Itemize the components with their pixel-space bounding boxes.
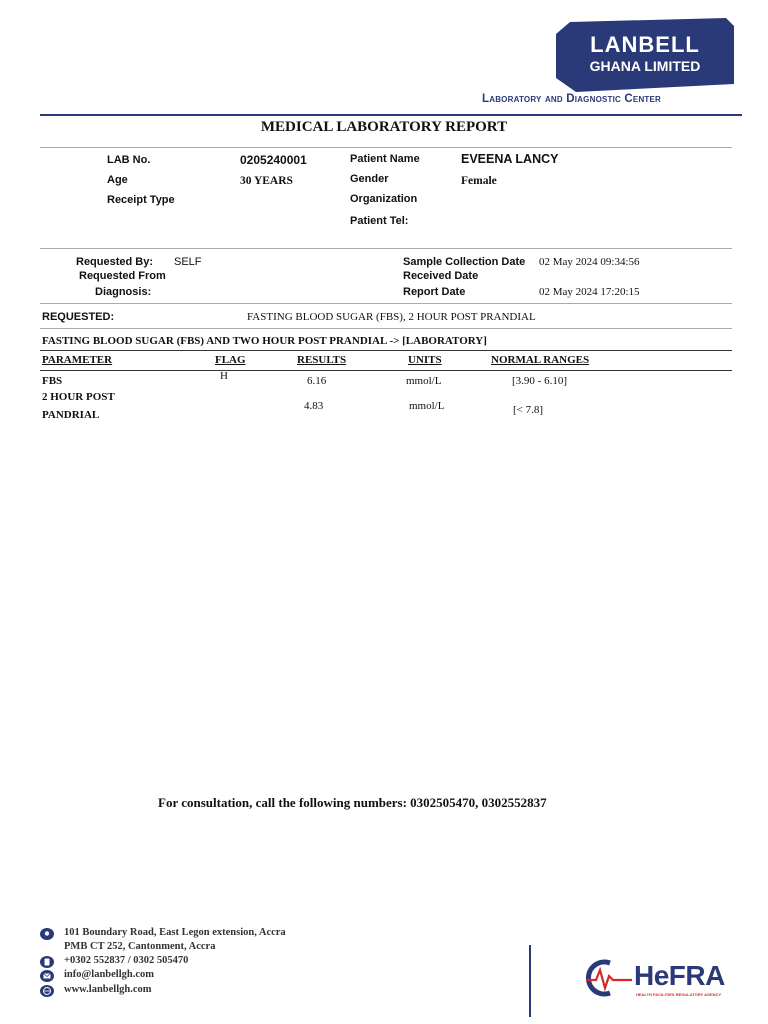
received-date-label: Received Date [403, 270, 479, 282]
footer-vertical-divider [529, 945, 531, 1017]
receipt-type-label: Receipt Type [107, 194, 175, 206]
location-pin-icon [40, 928, 54, 940]
diagnosis-label: Diagnosis: [95, 286, 152, 298]
request-divider [40, 303, 732, 304]
header-units: UNITS [408, 354, 442, 366]
footer-address-line1: 101 Boundary Road, East Legon extension, Accra [64, 927, 286, 938]
phone-icon [40, 956, 54, 968]
requested-by-value: SELF [174, 256, 202, 268]
row-unit: mmol/L [409, 400, 445, 412]
row-parameter: 2 HOUR POST [42, 391, 115, 403]
header-parameter: PARAMETER [42, 354, 113, 366]
report-date-value: 02 May 2024 17:20:15 [539, 286, 640, 298]
row-parameter-line2: PANDRIAL [42, 409, 100, 421]
patient-name-label: Patient Name [350, 153, 420, 165]
hefra-wordmark: HeFRA [634, 960, 725, 991]
requested-divider [40, 328, 732, 329]
header-results: RESULTS [297, 354, 347, 366]
gender-value: Female [461, 175, 497, 187]
gender-label: Gender [350, 173, 389, 185]
hefra-emblem-icon [580, 958, 634, 998]
logo-name-line2: GHANA LIMITED [589, 58, 701, 74]
email-icon [40, 970, 54, 982]
requested-by-label: Requested By: [76, 256, 154, 268]
patient-name-value: EVEENA LANCY [461, 152, 559, 166]
patient-divider [40, 248, 732, 249]
globe-icon [40, 985, 54, 997]
lanbell-logo [556, 18, 734, 92]
requested-label: REQUESTED: [42, 311, 115, 323]
footer-website: www.lanbellgh.com [64, 984, 152, 995]
patient-tel-label: Patient Tel: [350, 215, 409, 227]
test-section-title: FASTING BLOOD SUGAR (FBS) AND TWO HOUR POST PRANDIAL -> [LABORATORY] [42, 335, 487, 347]
header-divider [40, 114, 742, 116]
consultation-note: For consultation, call the following numbers: 0302505470, 0302552837 [158, 795, 547, 810]
age-label: Age [107, 174, 128, 186]
logo-name-line1: LANBELL [590, 32, 700, 57]
row-range: [3.90 - 6.10] [512, 375, 567, 387]
sample-collection-label: Sample Collection Date [403, 256, 526, 268]
age-value: 30 YEARS [240, 175, 293, 187]
row-result: 6.16 [307, 375, 327, 387]
table-header-rule [40, 370, 732, 371]
footer-address-line2: PMB CT 252, Cantonment, Accra [64, 941, 216, 952]
row-parameter: FBS [42, 375, 63, 387]
report-title: MEDICAL LABORATORY REPORT [260, 119, 508, 135]
sample-collection-value: 02 May 2024 09:34:56 [539, 256, 640, 268]
row-result: 4.83 [304, 400, 324, 412]
report-date-label: Report Date [403, 286, 466, 298]
footer-phone: +0302 552837 / 0302 505470 [64, 955, 189, 966]
company-tagline: Laboratory and Diagnostic Center [482, 93, 662, 105]
organization-label: Organization [350, 193, 418, 205]
row-range: [< 7.8] [513, 404, 544, 416]
table-top-rule [40, 350, 732, 351]
hefra-tagline: HEALTH FACILITIES REGULATORY AGENCY [636, 992, 722, 997]
requested-value: FASTING BLOOD SUGAR (FBS), 2 HOUR POST PRANDIAL [247, 311, 536, 323]
lab-no-value: 0205240001 [240, 153, 307, 167]
footer-email: info@lanbellgh.com [64, 969, 154, 980]
title-divider [40, 147, 732, 148]
lab-no-label: LAB No. [107, 154, 151, 166]
row-unit: mmol/L [406, 375, 442, 387]
requested-from-label: Requested From [79, 270, 166, 282]
row-flag: H [220, 370, 228, 382]
header-normal-ranges: NORMAL RANGES [491, 354, 590, 366]
header-flag: FLAG [215, 354, 246, 366]
